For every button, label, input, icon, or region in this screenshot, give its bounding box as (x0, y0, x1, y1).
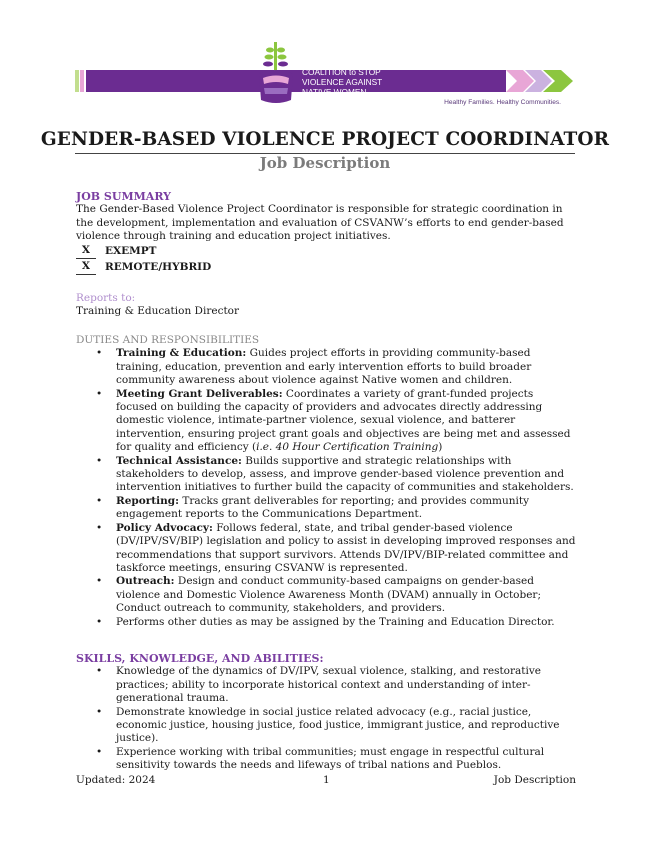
duties-section (76, 334, 576, 629)
list-item (116, 495, 576, 522)
list-item (116, 455, 576, 495)
exempt-check-mark: X (76, 244, 96, 258)
list-item (116, 388, 576, 455)
duty-term: Technical Assistance: (116, 454, 242, 467)
list-item: • Experience working with tribal communities; must engage in respectful cultural sensitivity towards the needs and lifeways of tribal nations and Pueblos. (116, 746, 576, 773)
job-summary-section (76, 190, 576, 275)
exempt-check-line (76, 245, 576, 259)
duty-text: Coordinates a variety of grant-funded projects focused on building the capacity of providers and advocates directly addressing domestic violence, intimate-partner violence, sexual violence, and batterer intervention, ensuring project grant goals and objectives are being met and assessed for quality and efficiency ( (116, 387, 571, 454)
duty-text: Tracks grant deliverables for reporting; and provides community engagement reports to the Communications Department. (116, 494, 530, 521)
duty-italic: i.e. 40 Hour Certification Training (256, 441, 439, 454)
duty-term: Training & Education: (116, 347, 247, 360)
org-line-1: COALITION to STOP (302, 67, 381, 77)
page-title: GENDER-BASED VIOLENCE PROJECT COORDINATOR (40, 129, 610, 150)
remote-label: REMOTE/HYBRID (105, 260, 212, 273)
list-item (116, 616, 576, 629)
duty-text: Follows federal, state, and tribal gender-based violence (DV/IPV/SV/BIP) legislation and policy to assist in developing improved responses and recommendations that support survivors. Attends DV/IPV/BIP-related committee and taskforce meetings, ensuring CSVANW is represented. (116, 521, 576, 574)
duty-tail: ) (438, 441, 443, 454)
remote-check-mark: X (76, 260, 96, 274)
coalition-logo-icon (253, 40, 299, 106)
duty-term: Reporting: (116, 494, 179, 507)
job-summary-text: The Gender-Based Violence Project Coordinator is responsible for strategic coordination in the development, implementation and evaluation of CSVANW’s efforts to end gender-based violence through training and education project initiatives. (76, 203, 564, 243)
duty-text: Performs other duties as may be assigned by the Training and Education Director. (116, 615, 555, 628)
duties-list (76, 347, 576, 629)
duty-term: Meeting Grant Deliverables: (116, 387, 283, 400)
footer-updated: Updated: 2024 (76, 774, 156, 786)
page-subtitle: Job Description (259, 154, 391, 172)
duties-heading: DUTIES AND RESPONSIBILITIES (76, 334, 260, 346)
list-item: • Demonstrate knowledge in social justice related advocacy (e.g., racial justice, economic justice, housing justice, food justice, immigrant justice, and reproductive justice). (116, 706, 576, 746)
tagline: Healthy Families. Healthy Communities. (444, 99, 561, 106)
duty-term: Policy Advocacy: (116, 521, 213, 534)
org-line-2: VIOLENCE AGAINST (302, 77, 383, 87)
footer-label: Job Description (493, 774, 576, 786)
list-item (116, 347, 576, 387)
duty-text: Design and conduct community-based campaigns on gender-based violence and Domestic Violence Awareness Month (DVAM) annually in October; Conduct outreach to community, stakeholders, and providers. (116, 575, 541, 615)
footer-page-number: 1 (323, 774, 330, 786)
duty-text: Guides project efforts in providing community-based training, education, prevention and early intervention efforts to build broader community awareness about violence against Native women and children. (116, 347, 532, 387)
skills-heading: SKILLS, KNOWLEDGE, AND ABILITIES: (76, 652, 324, 665)
reports-to-section (76, 292, 576, 319)
duty-text: Builds supportive and strategic relationships with stakeholders to develop, assess, and improve gender-based violence prevention and intervention initiatives to further build the capacity of communities and stakeholders. (116, 454, 574, 494)
job-summary-heading: JOB SUMMARY (76, 190, 171, 203)
list-item (116, 522, 576, 576)
duty-term: Outreach: (116, 575, 175, 588)
skills-section (76, 652, 576, 773)
remote-check-line (76, 261, 576, 275)
organization-name (302, 67, 412, 97)
list-item: • Knowledge of the dynamics of DV/IPV, sexual violence, stalking, and restorative practices; ability to incorporate historical context and understanding of inter-generational trauma. (116, 665, 576, 705)
exempt-label: EXEMPT (105, 244, 157, 257)
org-line-3: NATIVE WOMEN (302, 87, 367, 97)
reports-to-value: Training & Education Director (76, 305, 240, 318)
list-item (116, 575, 576, 615)
reports-to-heading: Reports to: (76, 292, 136, 304)
skills-list (76, 665, 576, 772)
